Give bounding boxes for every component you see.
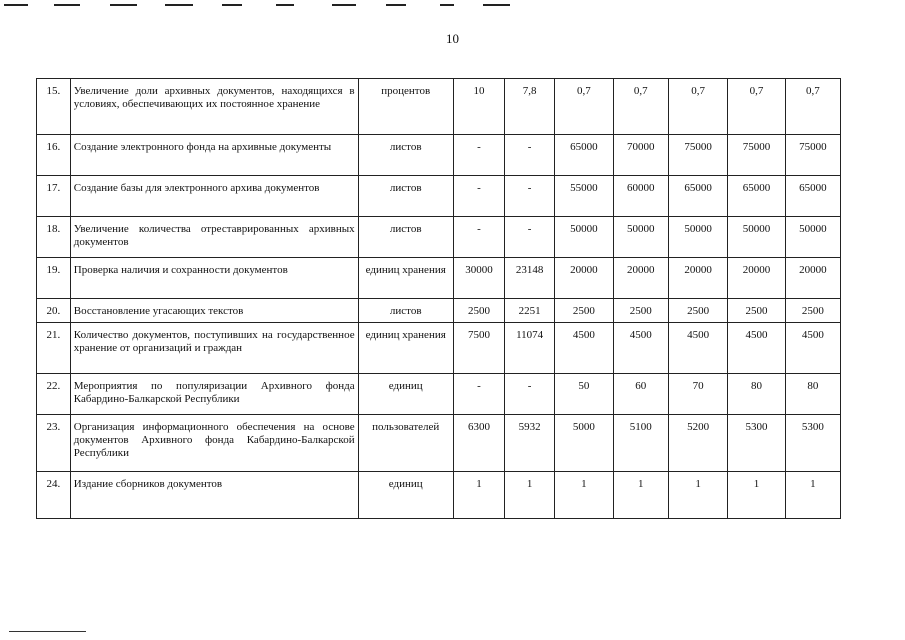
value-cell: 0,7 bbox=[728, 79, 785, 135]
value-cell: 2251 bbox=[505, 299, 555, 323]
value-cell: 4500 bbox=[785, 323, 840, 374]
unit-of-measure: листов bbox=[358, 299, 453, 323]
value-cell: 65000 bbox=[668, 176, 727, 217]
value-cell: 2500 bbox=[613, 299, 668, 323]
value-cell: - bbox=[505, 217, 555, 258]
row-number: 17. bbox=[37, 176, 71, 217]
unit-of-measure: единиц bbox=[358, 472, 453, 519]
value-cell: 0,7 bbox=[613, 79, 668, 135]
indicator-name: Создание базы для электронного архива документов bbox=[70, 176, 358, 217]
row-number: 18. bbox=[37, 217, 71, 258]
value-cell: 2500 bbox=[453, 299, 504, 323]
value-cell: 5300 bbox=[728, 415, 785, 472]
table-row bbox=[37, 79, 841, 135]
value-cell: 4500 bbox=[555, 323, 613, 374]
value-cell: - bbox=[505, 135, 555, 176]
value-cell: 65000 bbox=[728, 176, 785, 217]
header-rule bbox=[110, 4, 137, 6]
table-row bbox=[37, 135, 841, 176]
table-row bbox=[37, 472, 841, 519]
unit-of-measure: единиц хранения bbox=[358, 258, 453, 299]
page-number: 10 bbox=[446, 31, 459, 46]
value-cell: 4500 bbox=[728, 323, 785, 374]
table-row bbox=[37, 299, 841, 323]
row-number: 24. bbox=[37, 472, 71, 519]
indicators-table bbox=[36, 78, 841, 519]
value-cell: 75000 bbox=[728, 135, 785, 176]
header-rule bbox=[440, 4, 454, 6]
value-cell: 0,7 bbox=[668, 79, 727, 135]
row-number: 20. bbox=[37, 299, 71, 323]
row-number: 19. bbox=[37, 258, 71, 299]
header-rule bbox=[483, 4, 510, 6]
value-cell: 4500 bbox=[613, 323, 668, 374]
value-cell: 55000 bbox=[555, 176, 613, 217]
value-cell: 20000 bbox=[668, 258, 727, 299]
value-cell: 4500 bbox=[668, 323, 727, 374]
indicator-name: Проверка наличия и сохранности документов bbox=[70, 258, 358, 299]
value-cell: 50000 bbox=[728, 217, 785, 258]
value-cell: - bbox=[453, 135, 504, 176]
indicator-name: Мероприятия по популяризации Архивного фонда Кабардино-Балкарской Республики bbox=[70, 374, 358, 415]
value-cell: - bbox=[453, 176, 504, 217]
value-cell: 1 bbox=[505, 472, 555, 519]
row-number: 21. bbox=[37, 323, 71, 374]
table-row bbox=[37, 374, 841, 415]
value-cell: 0,7 bbox=[555, 79, 613, 135]
value-cell: 6300 bbox=[453, 415, 504, 472]
value-cell: 10 bbox=[453, 79, 504, 135]
value-cell: - bbox=[453, 217, 504, 258]
indicator-name: Увеличение доли архивных документов, находящихся в условиях, обеспечивающих их постоянное хранение bbox=[70, 79, 358, 135]
value-cell: - bbox=[505, 374, 555, 415]
value-cell: 2500 bbox=[555, 299, 613, 323]
footnote-rule bbox=[9, 631, 86, 632]
value-cell: 5300 bbox=[785, 415, 840, 472]
indicator-name: Создание электронного фонда на архивные документы bbox=[70, 135, 358, 176]
value-cell: 50000 bbox=[785, 217, 840, 258]
value-cell: 50000 bbox=[555, 217, 613, 258]
value-cell: 75000 bbox=[785, 135, 840, 176]
header-rule bbox=[54, 4, 80, 6]
header-rule bbox=[386, 4, 406, 6]
value-cell: 5000 bbox=[555, 415, 613, 472]
value-cell: 0,7 bbox=[785, 79, 840, 135]
value-cell: 1 bbox=[613, 472, 668, 519]
value-cell: 75000 bbox=[668, 135, 727, 176]
value-cell: 1 bbox=[555, 472, 613, 519]
value-cell: 65000 bbox=[785, 176, 840, 217]
value-cell: 2500 bbox=[668, 299, 727, 323]
table-row bbox=[37, 217, 841, 258]
indicator-name: Издание сборников документов bbox=[70, 472, 358, 519]
value-cell: 80 bbox=[785, 374, 840, 415]
table-row bbox=[37, 415, 841, 472]
row-number: 22. bbox=[37, 374, 71, 415]
header-rule bbox=[165, 4, 193, 6]
value-cell: 80 bbox=[728, 374, 785, 415]
indicator-name: Организация информационного обеспечения на основе документов Архивного фонда Кабардино-Балкарской Республики bbox=[70, 415, 358, 472]
table-row bbox=[37, 258, 841, 299]
value-cell: 23148 bbox=[505, 258, 555, 299]
value-cell: 1 bbox=[728, 472, 785, 519]
indicator-name: Восстановление угасающих текстов bbox=[70, 299, 358, 323]
header-rule bbox=[332, 4, 356, 6]
value-cell: 60000 bbox=[613, 176, 668, 217]
unit-of-measure: пользователей bbox=[358, 415, 453, 472]
header-rule bbox=[4, 4, 28, 6]
table-row bbox=[37, 323, 841, 374]
unit-of-measure: листов bbox=[358, 176, 453, 217]
value-cell: - bbox=[505, 176, 555, 217]
value-cell: 20000 bbox=[785, 258, 840, 299]
indicator-name: Количество документов, поступивших на государственное хранение от организаций и граждан bbox=[70, 323, 358, 374]
unit-of-measure: листов bbox=[358, 217, 453, 258]
unit-of-measure: процентов bbox=[358, 79, 453, 135]
value-cell: 20000 bbox=[728, 258, 785, 299]
value-cell: - bbox=[453, 374, 504, 415]
value-cell: 30000 bbox=[453, 258, 504, 299]
value-cell: 5100 bbox=[613, 415, 668, 472]
value-cell: 2500 bbox=[785, 299, 840, 323]
value-cell: 7,8 bbox=[505, 79, 555, 135]
table-row bbox=[37, 176, 841, 217]
value-cell: 1 bbox=[453, 472, 504, 519]
value-cell: 50000 bbox=[613, 217, 668, 258]
value-cell: 65000 bbox=[555, 135, 613, 176]
value-cell: 60 bbox=[613, 374, 668, 415]
value-cell: 20000 bbox=[613, 258, 668, 299]
value-cell: 70 bbox=[668, 374, 727, 415]
value-cell: 1 bbox=[668, 472, 727, 519]
value-cell: 1 bbox=[785, 472, 840, 519]
indicator-name: Увеличение количества отреставрированных архивных документов bbox=[70, 217, 358, 258]
value-cell: 2500 bbox=[728, 299, 785, 323]
value-cell: 50 bbox=[555, 374, 613, 415]
value-cell: 5932 bbox=[505, 415, 555, 472]
unit-of-measure: единиц хранения bbox=[358, 323, 453, 374]
row-number: 23. bbox=[37, 415, 71, 472]
unit-of-measure: единиц bbox=[358, 374, 453, 415]
row-number: 16. bbox=[37, 135, 71, 176]
value-cell: 5200 bbox=[668, 415, 727, 472]
header-rule bbox=[276, 4, 294, 6]
row-number: 15. bbox=[37, 79, 71, 135]
value-cell: 70000 bbox=[613, 135, 668, 176]
unit-of-measure: листов bbox=[358, 135, 453, 176]
value-cell: 20000 bbox=[555, 258, 613, 299]
value-cell: 50000 bbox=[668, 217, 727, 258]
value-cell: 7500 bbox=[453, 323, 504, 374]
value-cell: 11074 bbox=[505, 323, 555, 374]
header-rule bbox=[222, 4, 242, 6]
